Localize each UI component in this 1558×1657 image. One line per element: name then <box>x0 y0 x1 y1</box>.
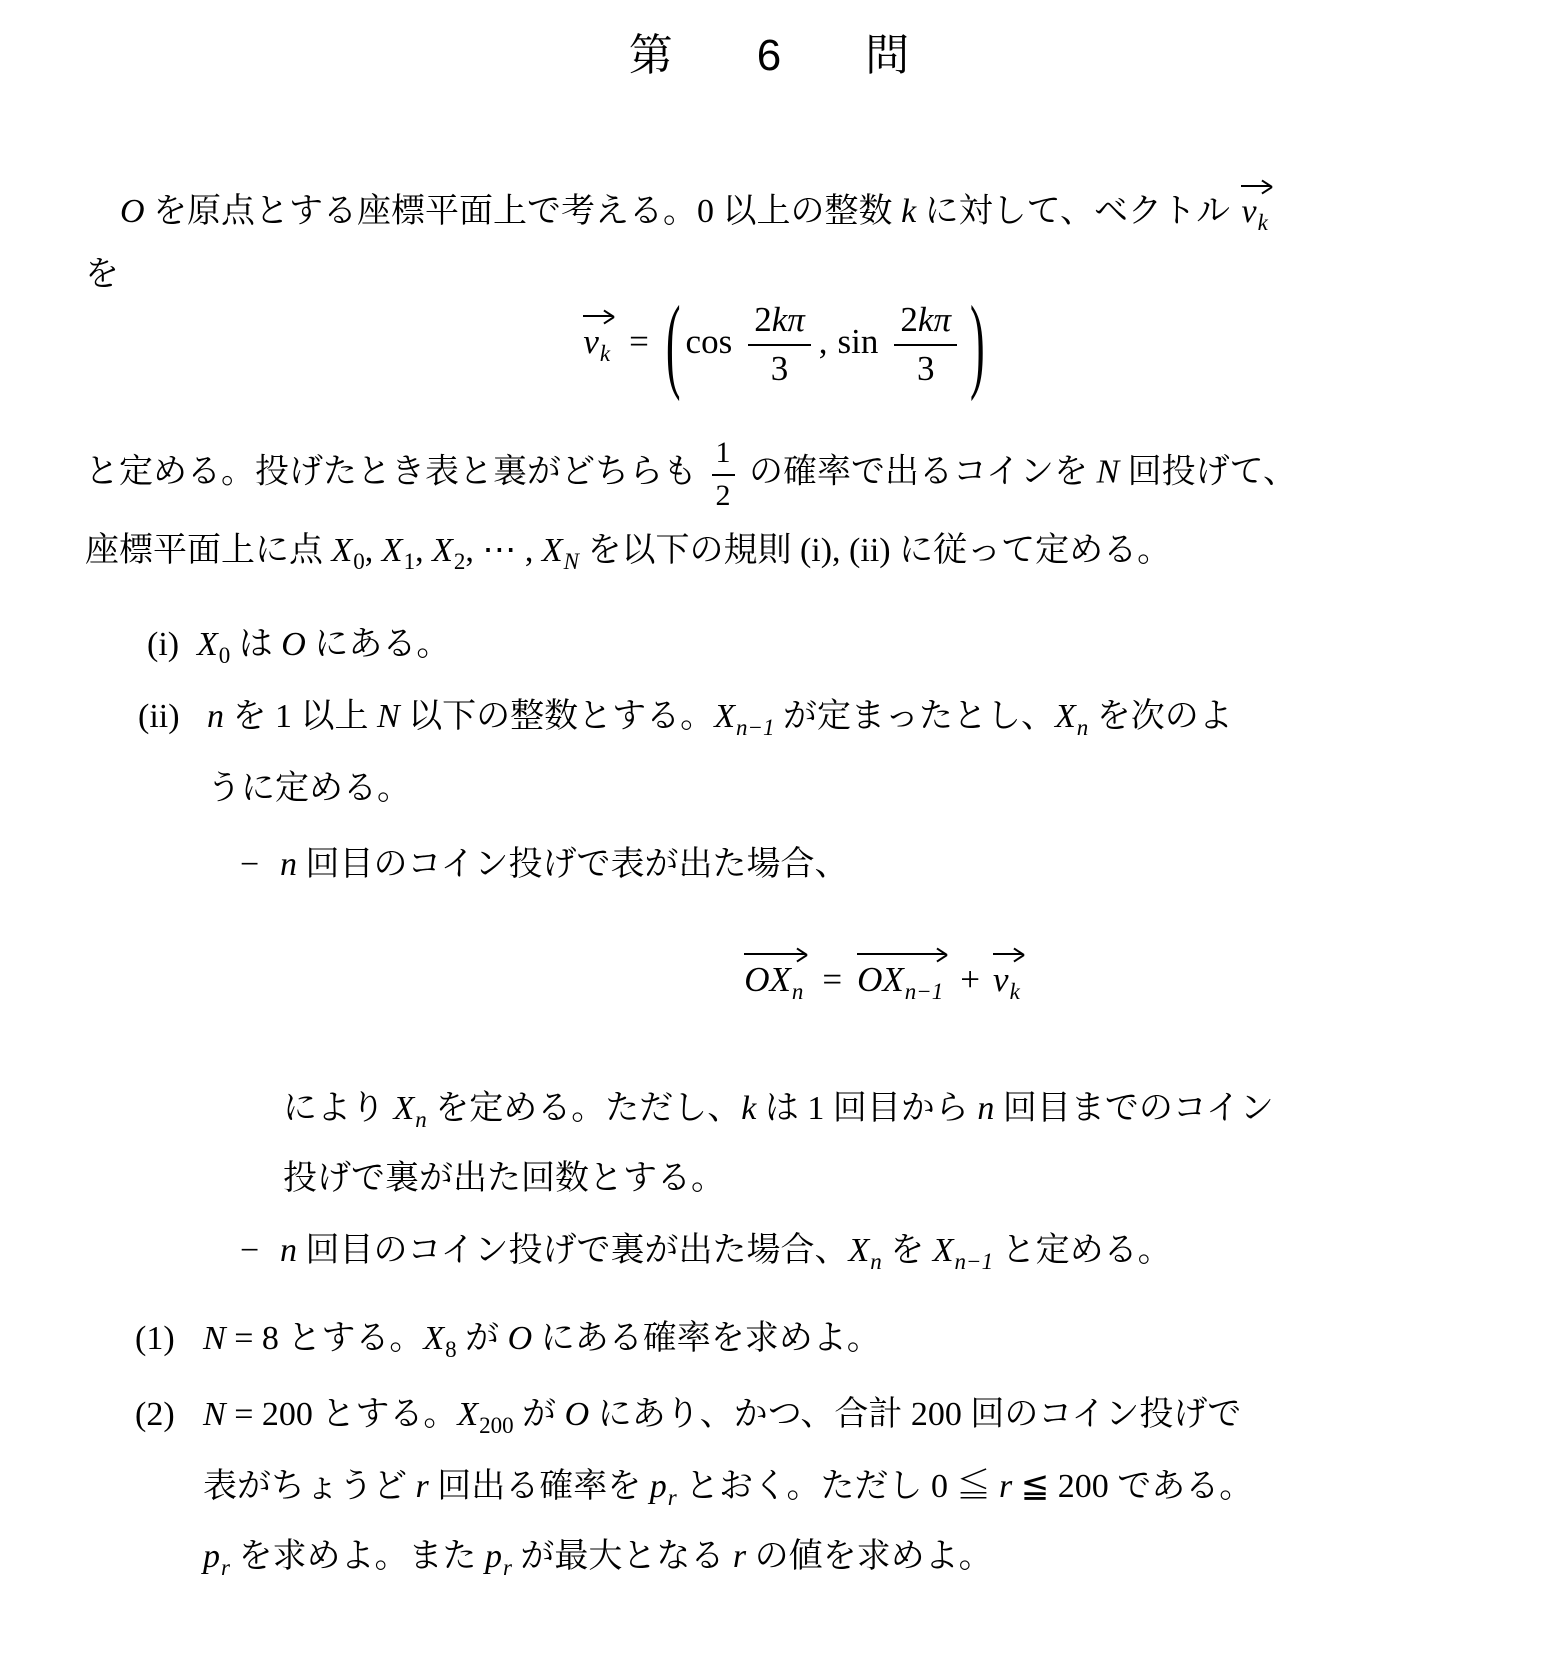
math-pi: π <box>787 300 805 339</box>
vector-vk <box>1238 176 1274 236</box>
text-run: 以下の整数とする。 <box>399 698 715 735</box>
equals-sign: = <box>822 960 843 999</box>
cdots: , ⋯ , <box>465 532 542 569</box>
item-label: (i) <box>147 626 180 663</box>
text-run: 回目までのコイン <box>994 1090 1274 1127</box>
frac-num: 1 <box>712 436 735 476</box>
math-num: 2 <box>754 300 772 339</box>
math-sub: n <box>415 1107 427 1132</box>
text-run: うに定める。 <box>207 770 411 807</box>
text-run: 座標平面上に点 <box>85 532 332 569</box>
text-run: と定める。投げたとき表と裏がどちらも <box>85 453 706 491</box>
text-run: が最大となる <box>511 1538 733 1575</box>
text-run: が <box>456 1320 508 1357</box>
text-run: 投げで裏が出た回数とする。 <box>283 1160 725 1197</box>
text-run: は 1 回目から <box>756 1090 978 1127</box>
math-sub: k <box>1257 210 1268 235</box>
math-var: n <box>207 698 224 735</box>
text-run: に対して、ベクトル <box>916 193 1239 230</box>
math-var: X <box>393 1090 415 1127</box>
text-run: にある。 <box>305 626 451 663</box>
math-var: n <box>280 846 297 883</box>
text-run: 回目のコイン投げで裏が出た場合、 <box>297 1232 849 1269</box>
math-var: X <box>714 698 735 735</box>
math-sub: n−1 <box>735 715 775 740</box>
math-var: k <box>917 300 934 339</box>
math-var: v <box>583 321 599 361</box>
math-var: X <box>423 1320 445 1357</box>
math-sub: r <box>667 1485 677 1510</box>
comma: , <box>364 532 382 569</box>
text-run: の値を求めよ。 <box>746 1538 993 1575</box>
text-run: 回投げて、 <box>1119 453 1297 491</box>
math-var: X <box>381 532 403 569</box>
rule-item-ii-line-2 <box>207 764 411 814</box>
math-var: X <box>932 1232 954 1269</box>
frac-den: 3 <box>770 349 789 389</box>
math-var: r <box>415 1468 429 1505</box>
heads-case-cont-line-1 <box>283 1084 1274 1145</box>
text-run: を定める。ただし、 <box>426 1090 742 1127</box>
math-var: X <box>331 532 353 569</box>
math-sub: 0 <box>353 549 365 574</box>
text-run: にある確率を求めよ。 <box>532 1320 881 1357</box>
math-num: 2 <box>900 300 918 339</box>
item-label: (ii) <box>138 698 180 735</box>
vector-arrow-icon <box>857 953 946 955</box>
dash-bullet: − <box>240 846 260 883</box>
math-var: O <box>120 193 145 230</box>
math-var: X <box>541 532 563 569</box>
intro-line-1 <box>120 176 1275 237</box>
left-paren: ( <box>665 284 681 403</box>
math-var: v <box>1241 193 1257 230</box>
question-2-line-2 <box>203 1462 1253 1523</box>
math-var: X <box>848 1232 870 1269</box>
frac-num <box>748 300 811 346</box>
math-sub: n <box>1076 715 1089 740</box>
math-var: k <box>741 1090 757 1127</box>
dash-bullet: − <box>240 1232 260 1269</box>
right-paren: ) <box>969 284 985 403</box>
math-sub: n−1 <box>954 1249 994 1274</box>
text-run: が定まったとし、 <box>774 698 1055 735</box>
heads-case-item <box>240 840 849 890</box>
cos-function: cos <box>685 321 733 361</box>
text-run: 回出る確率を <box>428 1468 650 1505</box>
math-sub: r <box>502 1555 512 1580</box>
intro-line-2 <box>85 250 119 300</box>
math-var: p <box>484 1538 502 1575</box>
math-var: X <box>457 1396 479 1433</box>
frac-num <box>894 300 957 346</box>
fraction <box>748 300 811 390</box>
text-run: が <box>513 1396 565 1433</box>
fraction-one-half <box>712 436 735 513</box>
math-sub: k <box>599 340 611 366</box>
math-var: n <box>977 1090 995 1127</box>
math-var: OX <box>857 960 904 999</box>
math-sub: 2 <box>453 549 466 574</box>
recurrence-formula <box>283 944 1485 1005</box>
vector-vk <box>990 944 1027 1005</box>
math-sub: k <box>1009 979 1020 1004</box>
math-sub: r <box>221 1555 230 1580</box>
fraction <box>894 300 957 390</box>
rule-item-ii-line-1 <box>138 692 1233 753</box>
item-label: (2) <box>135 1396 175 1433</box>
vector-arrow-icon <box>744 953 806 955</box>
text-run: を <box>881 1232 933 1269</box>
frac-den: 3 <box>916 349 935 389</box>
comma: , <box>415 532 433 569</box>
text-run: を原点とする座標平面上で考える。0 以上の整数 <box>144 193 902 230</box>
math-sub: n <box>791 979 804 1004</box>
rule-item-i <box>147 620 451 681</box>
equals-sign: = <box>629 321 649 361</box>
text-run: を 1 以上 <box>224 698 377 735</box>
text-run: 回目のコイン投げで表が出た場合、 <box>297 846 849 883</box>
text-run: を求めよ。また <box>229 1538 485 1575</box>
text-run: の確率で出るコインを <box>740 453 1097 491</box>
math-pi: π <box>933 300 951 339</box>
text-run: を次のよ <box>1088 698 1233 735</box>
coin-paragraph-line-1 <box>85 436 1297 513</box>
vector-arrow-icon <box>1241 185 1270 187</box>
math-var: N <box>203 1396 226 1433</box>
math-var: k <box>771 300 788 339</box>
page-title: 第 6 問 <box>628 31 930 80</box>
text-run: とおく。ただし 0 ≦ <box>676 1468 1000 1505</box>
math-sub: 8 <box>445 1337 457 1362</box>
vector-oxn-1 <box>854 944 950 1005</box>
coin-paragraph-line-2 <box>85 526 1171 587</box>
math-sub: 200 <box>479 1413 514 1438</box>
math-var: OX <box>744 960 791 999</box>
sin-function: sin <box>837 321 879 361</box>
plus-sign: + <box>960 960 981 999</box>
vector-oxn <box>741 944 810 1005</box>
math-sub: n <box>870 1249 882 1274</box>
math-var: r <box>732 1538 747 1575</box>
math-var: k <box>901 193 917 230</box>
math-var: r <box>999 1468 1013 1505</box>
math-sub: n−1 <box>904 979 944 1004</box>
math-var: O <box>281 626 306 663</box>
vector-arrow-icon <box>993 953 1023 955</box>
math-sub: N <box>563 549 579 574</box>
math-var: p <box>203 1538 220 1575</box>
text-run: 表がちょうど <box>203 1468 416 1505</box>
text-run: を以下の規則 (i), (ii) に従って定める。 <box>578 532 1172 569</box>
heads-case-cont-line-2 <box>283 1154 725 1204</box>
math-var: v <box>993 960 1009 999</box>
vector-arrow-icon <box>583 315 613 317</box>
math-var: N <box>203 1320 226 1357</box>
vector-definition-formula <box>85 284 1485 403</box>
item-label: (1) <box>135 1320 175 1357</box>
math-var: X <box>197 626 218 663</box>
math-var: O <box>507 1320 533 1357</box>
comma: , <box>818 321 828 361</box>
math-var: N <box>377 698 400 735</box>
text-run: により <box>283 1090 394 1127</box>
math-var: O <box>564 1396 590 1433</box>
math-var: N <box>1096 453 1120 491</box>
text-run: は <box>230 626 282 663</box>
tails-case-item <box>240 1226 1172 1287</box>
text-run: = 200 とする。 <box>225 1396 458 1433</box>
math-sub: 0 <box>218 643 231 668</box>
math-var: n <box>280 1232 297 1269</box>
question-2-line-3 <box>203 1532 993 1593</box>
text-run: にあり、かつ、合計 200 回のコイン投げで <box>589 1396 1242 1433</box>
text-run: = 8 とする。 <box>225 1320 424 1357</box>
vector-vk <box>580 306 617 367</box>
frac-den: 2 <box>715 478 731 512</box>
math-var: p <box>649 1468 667 1505</box>
math-sub: 1 <box>403 549 416 574</box>
math-var: X <box>1055 698 1076 735</box>
text-run: を <box>85 256 119 293</box>
question-2-line-1 <box>135 1390 1242 1451</box>
math-var: X <box>432 532 453 569</box>
question-1 <box>135 1314 881 1375</box>
text-run: ≦ 200 である。 <box>1012 1468 1254 1505</box>
text-run: と定める。 <box>993 1232 1172 1269</box>
